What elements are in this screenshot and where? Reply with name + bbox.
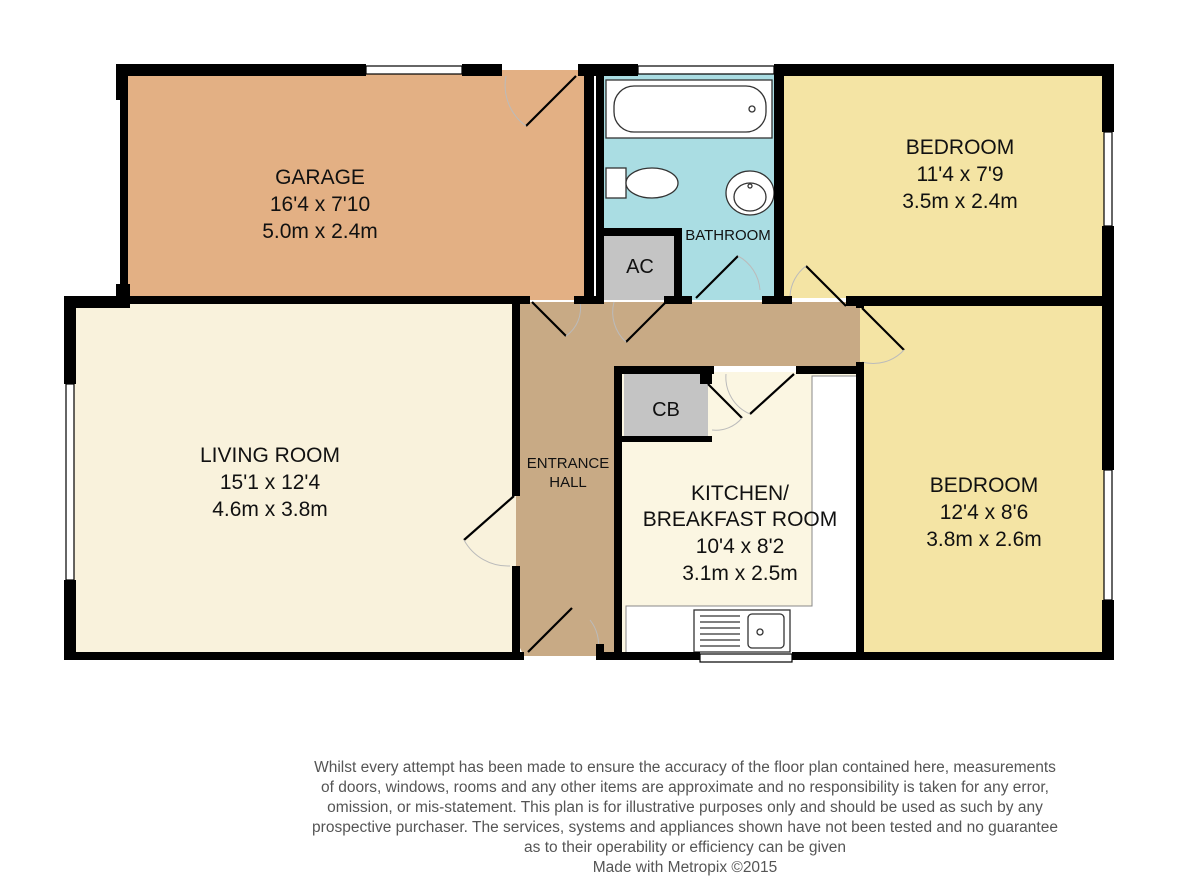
cb-label: CB (652, 399, 680, 421)
living-room-name: LIVING ROOM (199, 444, 341, 467)
kitchen-dimensions-metric: 3.1m x 2.5m (682, 562, 798, 585)
garage-dimensions-imperial: 16'4 x 7'10 (269, 193, 371, 216)
wash-basin (726, 171, 774, 215)
living-room-window (66, 384, 74, 580)
disclaimer-line: as to their operability or efficiency can be given (524, 839, 846, 856)
kitchen-name-line2: BREAKFAST ROOM (642, 508, 838, 531)
disclaimer-line: Whilst every attempt has been made to ensure the accuracy of the floor plan contained here, measurements (314, 759, 1056, 776)
living-room-dimensions-metric: 4.6m x 3.8m (212, 498, 328, 521)
kitchen-sink (694, 610, 790, 652)
bedroom-2-name: BEDROOM (929, 474, 1039, 497)
disclaimer (240, 758, 1130, 878)
bath-tub (606, 80, 772, 138)
entrance-hall-line2: HALL (549, 474, 587, 491)
kitchen-name-line1: KITCHEN/ (690, 482, 790, 505)
toilet (606, 168, 678, 198)
entrance-hall-line1: ENTRANCE (526, 455, 610, 472)
disclaimer-line: prospective purchaser. The services, systems and appliances shown have not been tested and no guarantee (312, 819, 1058, 836)
kitchen-dimensions-imperial: 10'4 x 8'2 (695, 535, 785, 558)
bathroom-name: BATHROOM (685, 227, 771, 244)
metropix-credit: Made with Metropix ©2015 (592, 859, 778, 876)
bedroom-2-dimensions-metric: 3.8m x 2.6m (926, 528, 1042, 551)
bedroom-1-dimensions-imperial: 11'4 x 7'9 (916, 163, 1004, 186)
disclaimer-line: of doors, windows, rooms and any other items are approximate and no responsibility is taken for any error, (320, 779, 1049, 796)
bathroom-window (638, 66, 774, 74)
bedroom-1-name: BEDROOM (905, 136, 1015, 159)
bedroom-2-dimensions-imperial: 12'4 x 8'6 (939, 501, 1029, 524)
ac-label: AC (626, 256, 654, 278)
bedroom-1-dimensions-metric: 3.5m x 2.4m (902, 190, 1018, 213)
garage-name: GARAGE (275, 166, 365, 189)
kitchen-window (700, 654, 792, 662)
garage-dimensions-metric: 5.0m x 2.4m (262, 220, 378, 243)
living-room-dimensions-imperial: 15'1 x 12'4 (219, 471, 321, 494)
disclaimer-line: omission, or mis-statement. This plan is for illustrative purposes only and should be used as such by any (327, 799, 1043, 816)
bedroom-2-window (1104, 470, 1112, 600)
garage-window (366, 66, 462, 74)
bedroom-1-window (1104, 132, 1112, 226)
